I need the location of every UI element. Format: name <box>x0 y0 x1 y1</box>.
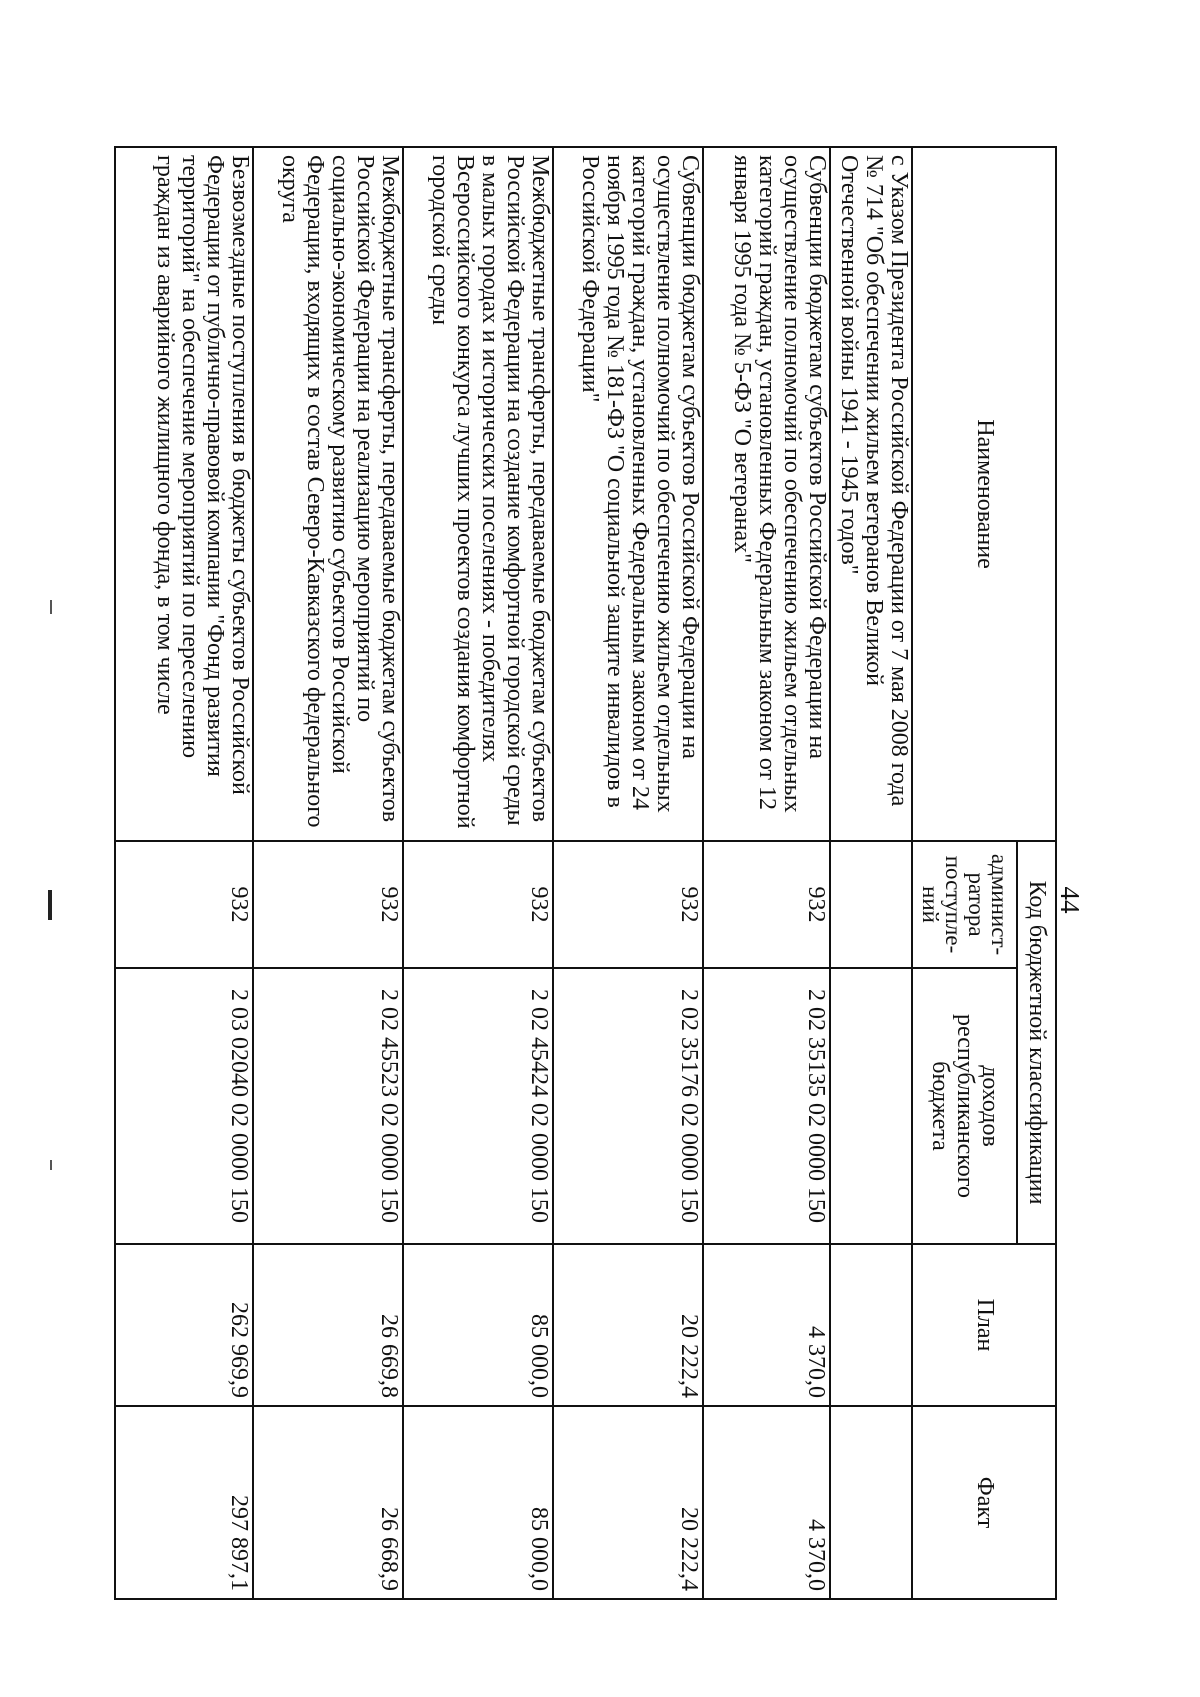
scan-artifact-marks <box>30 600 60 1300</box>
row-fact: 20 222,4 <box>553 1406 703 1599</box>
row-name: Субвенции бюджетам субъектов Российской Федерации на осуществление полномочий по обеспечению жильем отдельных категорий граждан, установленных Федеральным законом от 24 ноября 1995 года № 181-ФЗ "О социальной защите инвалидов в Российской Федерации" <box>553 147 703 841</box>
row-admin-code: 932 <box>115 841 253 968</box>
row-fact <box>830 1406 913 1599</box>
table-row <box>830 147 913 1599</box>
row-admin-code <box>830 841 913 968</box>
row-income-code: 2 02 35176 02 0000 150 <box>553 968 703 1244</box>
row-fact: 297 897,1 <box>115 1406 253 1599</box>
row-income-code: 2 02 45523 02 0000 150 <box>253 968 403 1244</box>
header-plan: План <box>912 1244 1056 1406</box>
row-name: Субвенции бюджетам субъектов Российской Федерации на осуществление полномочий по обеспечению жильем отдельных категорий граждан, установленных Федеральным законом от 12 января 1995 года № 5-ФЗ "О ветеранах" <box>703 147 829 841</box>
row-name: Межбюджетные трансферты, передаваемые бюджетам субъектов Российской Федерации на реализацию мероприятий по социально-экономическому развитию субъектов Российской Федерации, входящих в состав Северо-Кавказского федерального округа <box>253 147 403 841</box>
header-name: Наименование <box>912 147 1056 841</box>
scan-mark <box>48 890 52 920</box>
row-admin-code: 932 <box>553 841 703 968</box>
scan-mark <box>50 600 52 614</box>
header-admin-code: админист-ратора поступле-ний <box>912 841 1017 968</box>
header-fact: Факт <box>912 1406 1056 1599</box>
scan-mark <box>50 1160 52 1170</box>
row-income-code: 2 02 45424 02 0000 150 <box>403 968 553 1244</box>
table-row <box>115 147 253 1599</box>
row-plan: 26 669,8 <box>253 1244 403 1406</box>
page-number: 44 <box>1055 886 1085 914</box>
row-income-code <box>830 968 913 1244</box>
row-fact: 4 370,0 <box>703 1406 829 1599</box>
header-row-top <box>1017 147 1056 1599</box>
table-row <box>553 147 703 1599</box>
row-plan: 20 222,4 <box>553 1244 703 1406</box>
row-admin-code: 932 <box>703 841 829 968</box>
row-admin-code: 932 <box>403 841 553 968</box>
row-plan: 85 000,0 <box>403 1244 553 1406</box>
row-income-code: 2 02 35135 02 0000 150 <box>703 968 829 1244</box>
table-row <box>703 147 829 1599</box>
row-fact: 85 000,0 <box>403 1406 553 1599</box>
row-income-code: 2 03 02040 02 0000 150 <box>115 968 253 1244</box>
row-fact: 26 668,9 <box>253 1406 403 1599</box>
budget-table <box>114 146 1057 1600</box>
row-name: Межбюджетные трансферты, передаваемые бюджетам субъектов Российской Федерации на создание комфортной городской среды в малых городах и исторических поселениях - победителях Всероссийского конкурса лучших проектов создания комфортной городской среды <box>403 147 553 841</box>
row-plan <box>830 1244 913 1406</box>
row-plan: 4 370,0 <box>703 1244 829 1406</box>
table-row <box>403 147 553 1599</box>
table-row <box>253 147 403 1599</box>
header-income-code: доходов республиканского бюджета <box>912 968 1017 1244</box>
row-name: Безвозмездные поступления в бюджеты субъектов Российской Федерации от публично-правовой компании "Фонд развития территорий" на обеспечение мероприятий по переселению граждан из аварийного жилищного фонда, в том числе <box>115 147 253 841</box>
row-name: с Указом Президента Российской Федерации от 7 мая 2008 года № 714 "Об обеспечении жильем ветеранов Великой Отечественной войны 1941 - 1945 годов" <box>830 147 913 841</box>
row-admin-code: 932 <box>253 841 403 968</box>
header-classification: Код бюджетной классификации <box>1017 841 1056 1244</box>
row-plan: 262 969,9 <box>115 1244 253 1406</box>
